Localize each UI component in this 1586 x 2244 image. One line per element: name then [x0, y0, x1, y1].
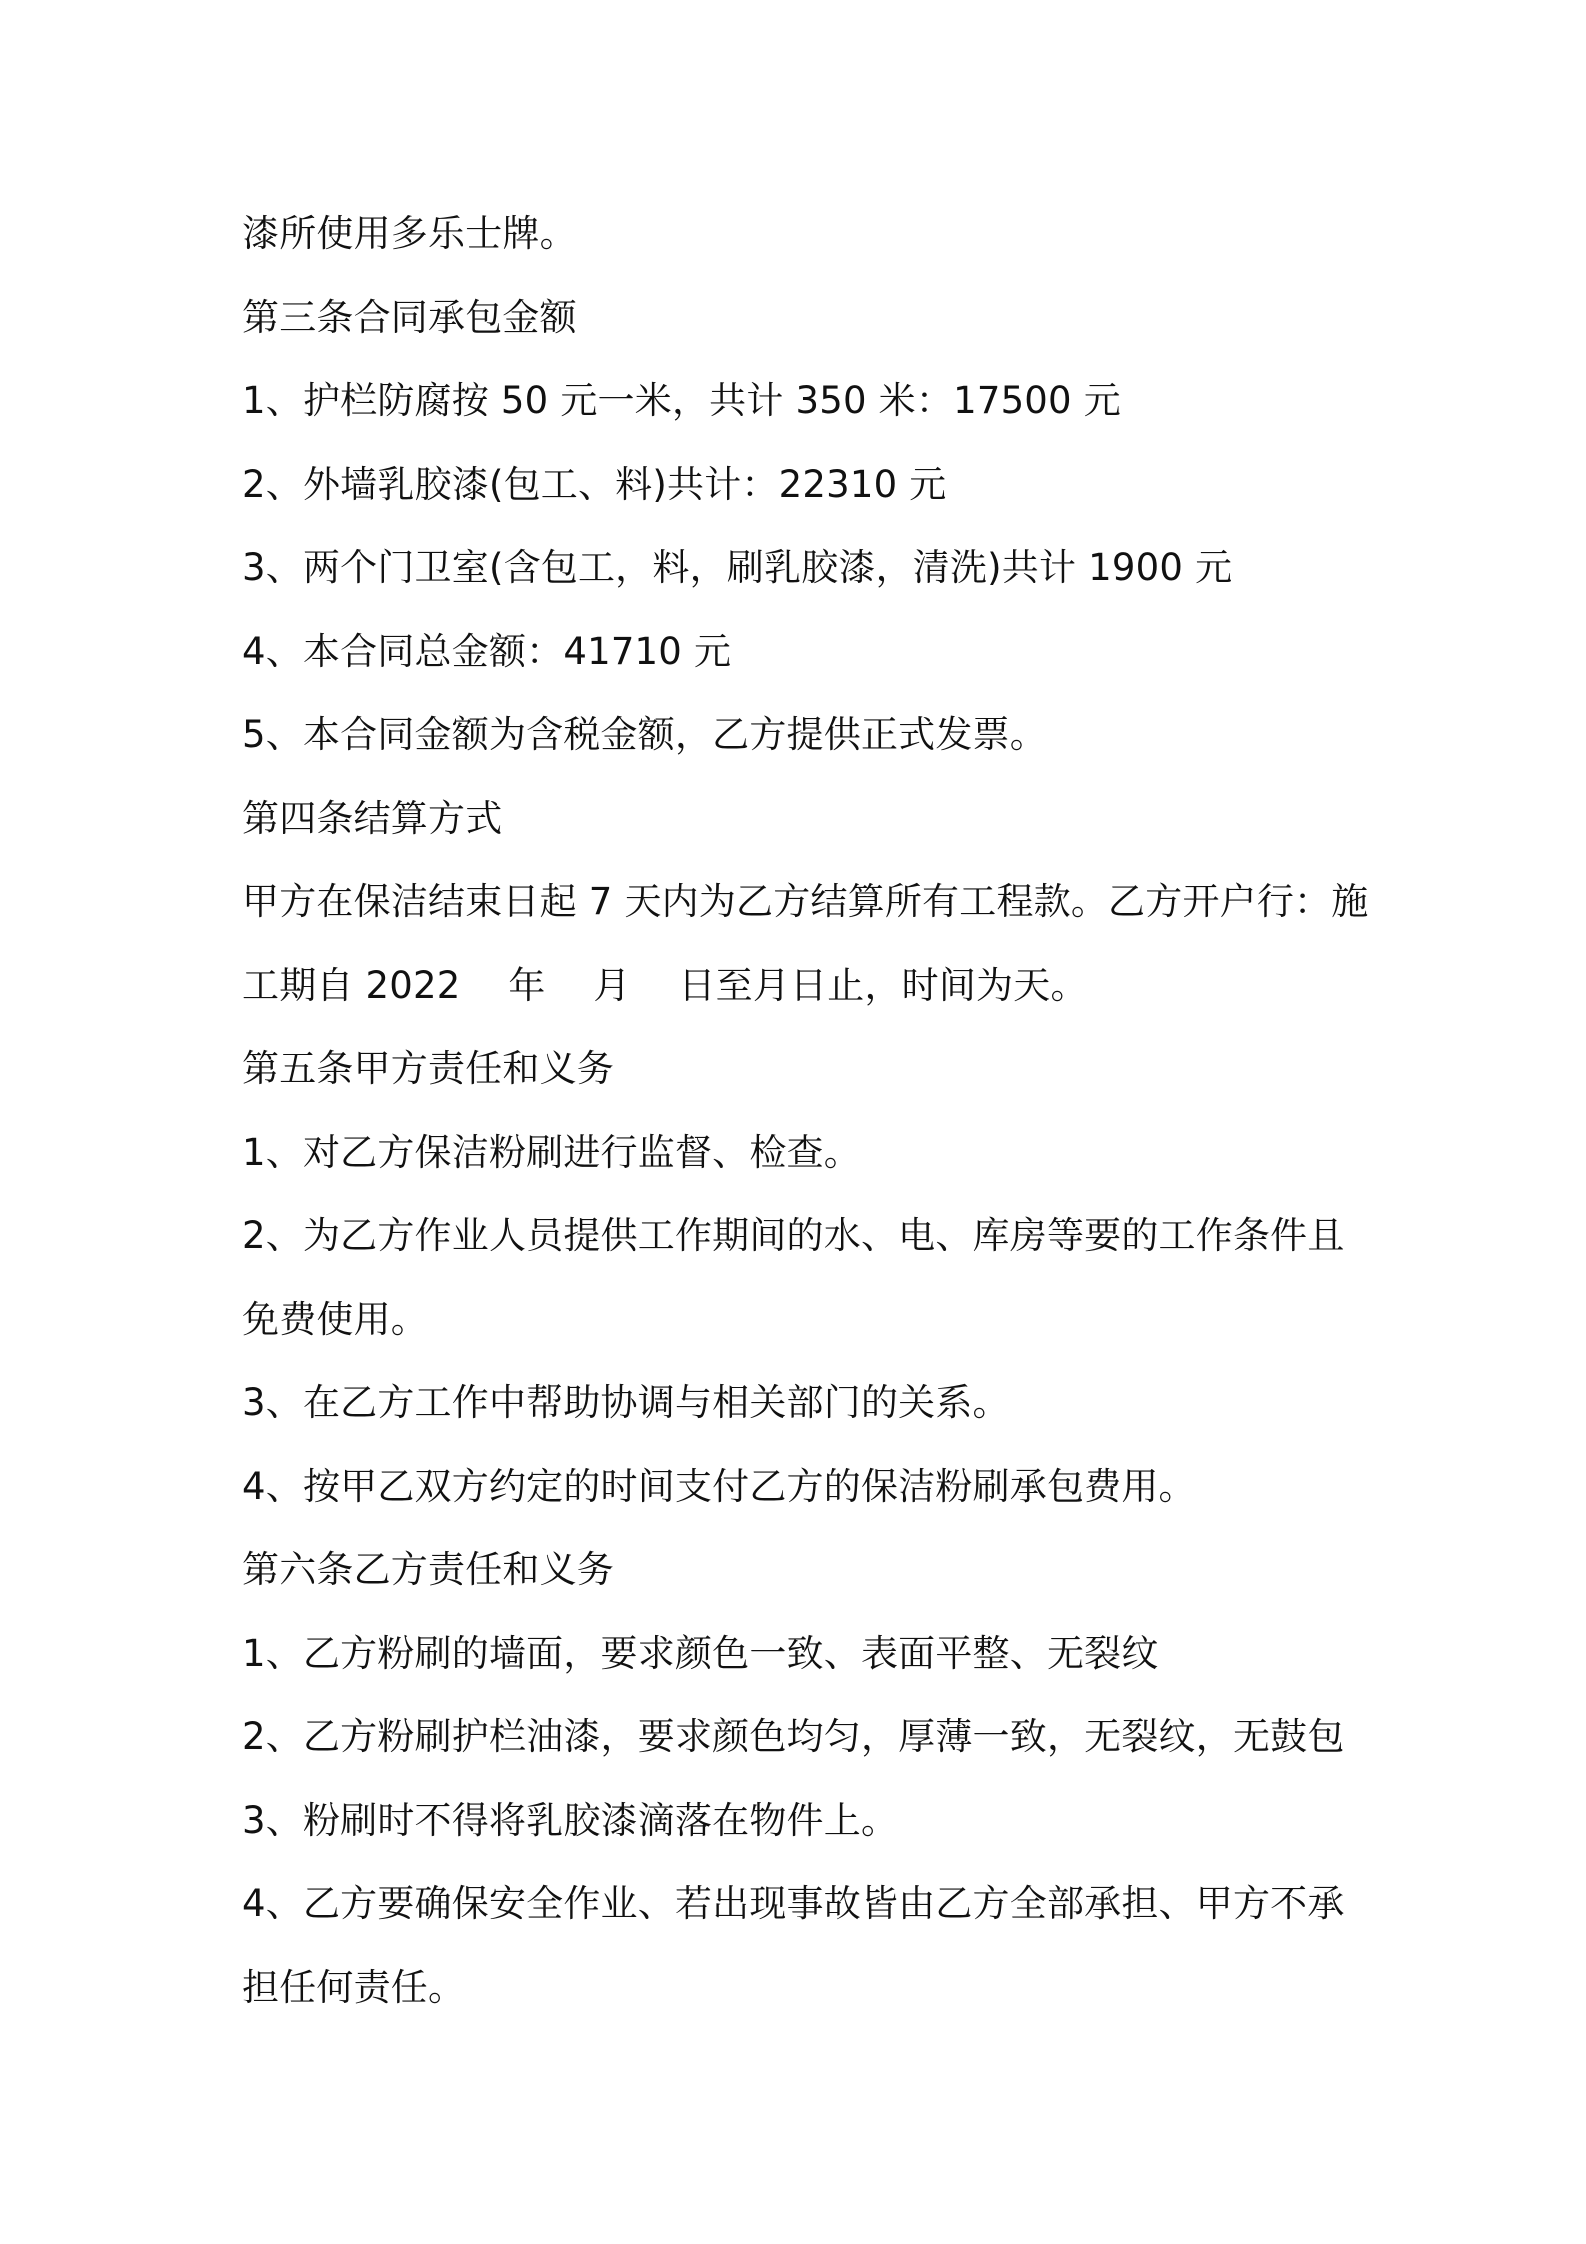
text-line: 2、外墙乳胶漆(包工、料)共计：22310 元 — [242, 462, 947, 506]
text-line: 3、在乙方工作中帮助协调与相关部门的关系。 — [242, 1381, 1010, 1424]
text-line: 3、粉刷时不得将乳胶漆滴落在物件上。 — [242, 1798, 899, 1842]
text-line: 4、本合同总金额：41710 元 — [242, 629, 732, 673]
text-line: 免费使用。 — [242, 1297, 428, 1341]
document-body — [242, 192, 1369, 2029]
text-line: 4、乙方要确保安全作业、若出现事故皆由乙方全部承担、甲方不承 — [242, 1882, 1345, 1925]
text-line: 1、乙方粉刷的墙面，要求颜色一致、表面平整、无裂纹 — [242, 1631, 1159, 1675]
text-line: 5、本合同金额为含税金额，乙方提供正式发票。 — [242, 713, 1047, 756]
section-heading: 第四条结算方式 — [242, 796, 503, 840]
text-line: 2、乙方粉刷护栏油漆，要求颜色均匀，厚薄一致，无裂纹，无鼓包 — [242, 1715, 1345, 1758]
text-line: 1、对乙方保洁粉刷进行监督、检查。 — [242, 1130, 861, 1174]
section-heading: 第三条合同承包金额 — [242, 295, 577, 339]
text-line: 漆所使用多乐士牌。 — [242, 212, 577, 255]
text-line: 4、按甲乙双方约定的时间支付乙方的保洁粉刷承包费用。 — [242, 1464, 1196, 1508]
text-line: 工期自 2022 年 月 日至月日止，时间为天。 — [242, 963, 1088, 1007]
text-line: 甲方在保洁结束日起 7 天内为乙方结算所有工程款。乙方开户行：施 — [242, 880, 1369, 923]
section-heading: 第六条乙方责任和义务 — [242, 1548, 614, 1591]
text-line: 3、两个门卫室(含包工，料，刷乳胶漆，清洗)共计 1900 元 — [242, 546, 1233, 589]
text-line: 2、为乙方作业人员提供工作期间的水、电、库房等要的工作条件且 — [242, 1214, 1345, 1257]
text-line: 1、护栏防腐按 50 元一米，共计 350 米：17500 元 — [242, 379, 1121, 422]
section-heading: 第五条甲方责任和义务 — [242, 1047, 614, 1090]
text-line: 担任何责任。 — [242, 1965, 466, 2009]
